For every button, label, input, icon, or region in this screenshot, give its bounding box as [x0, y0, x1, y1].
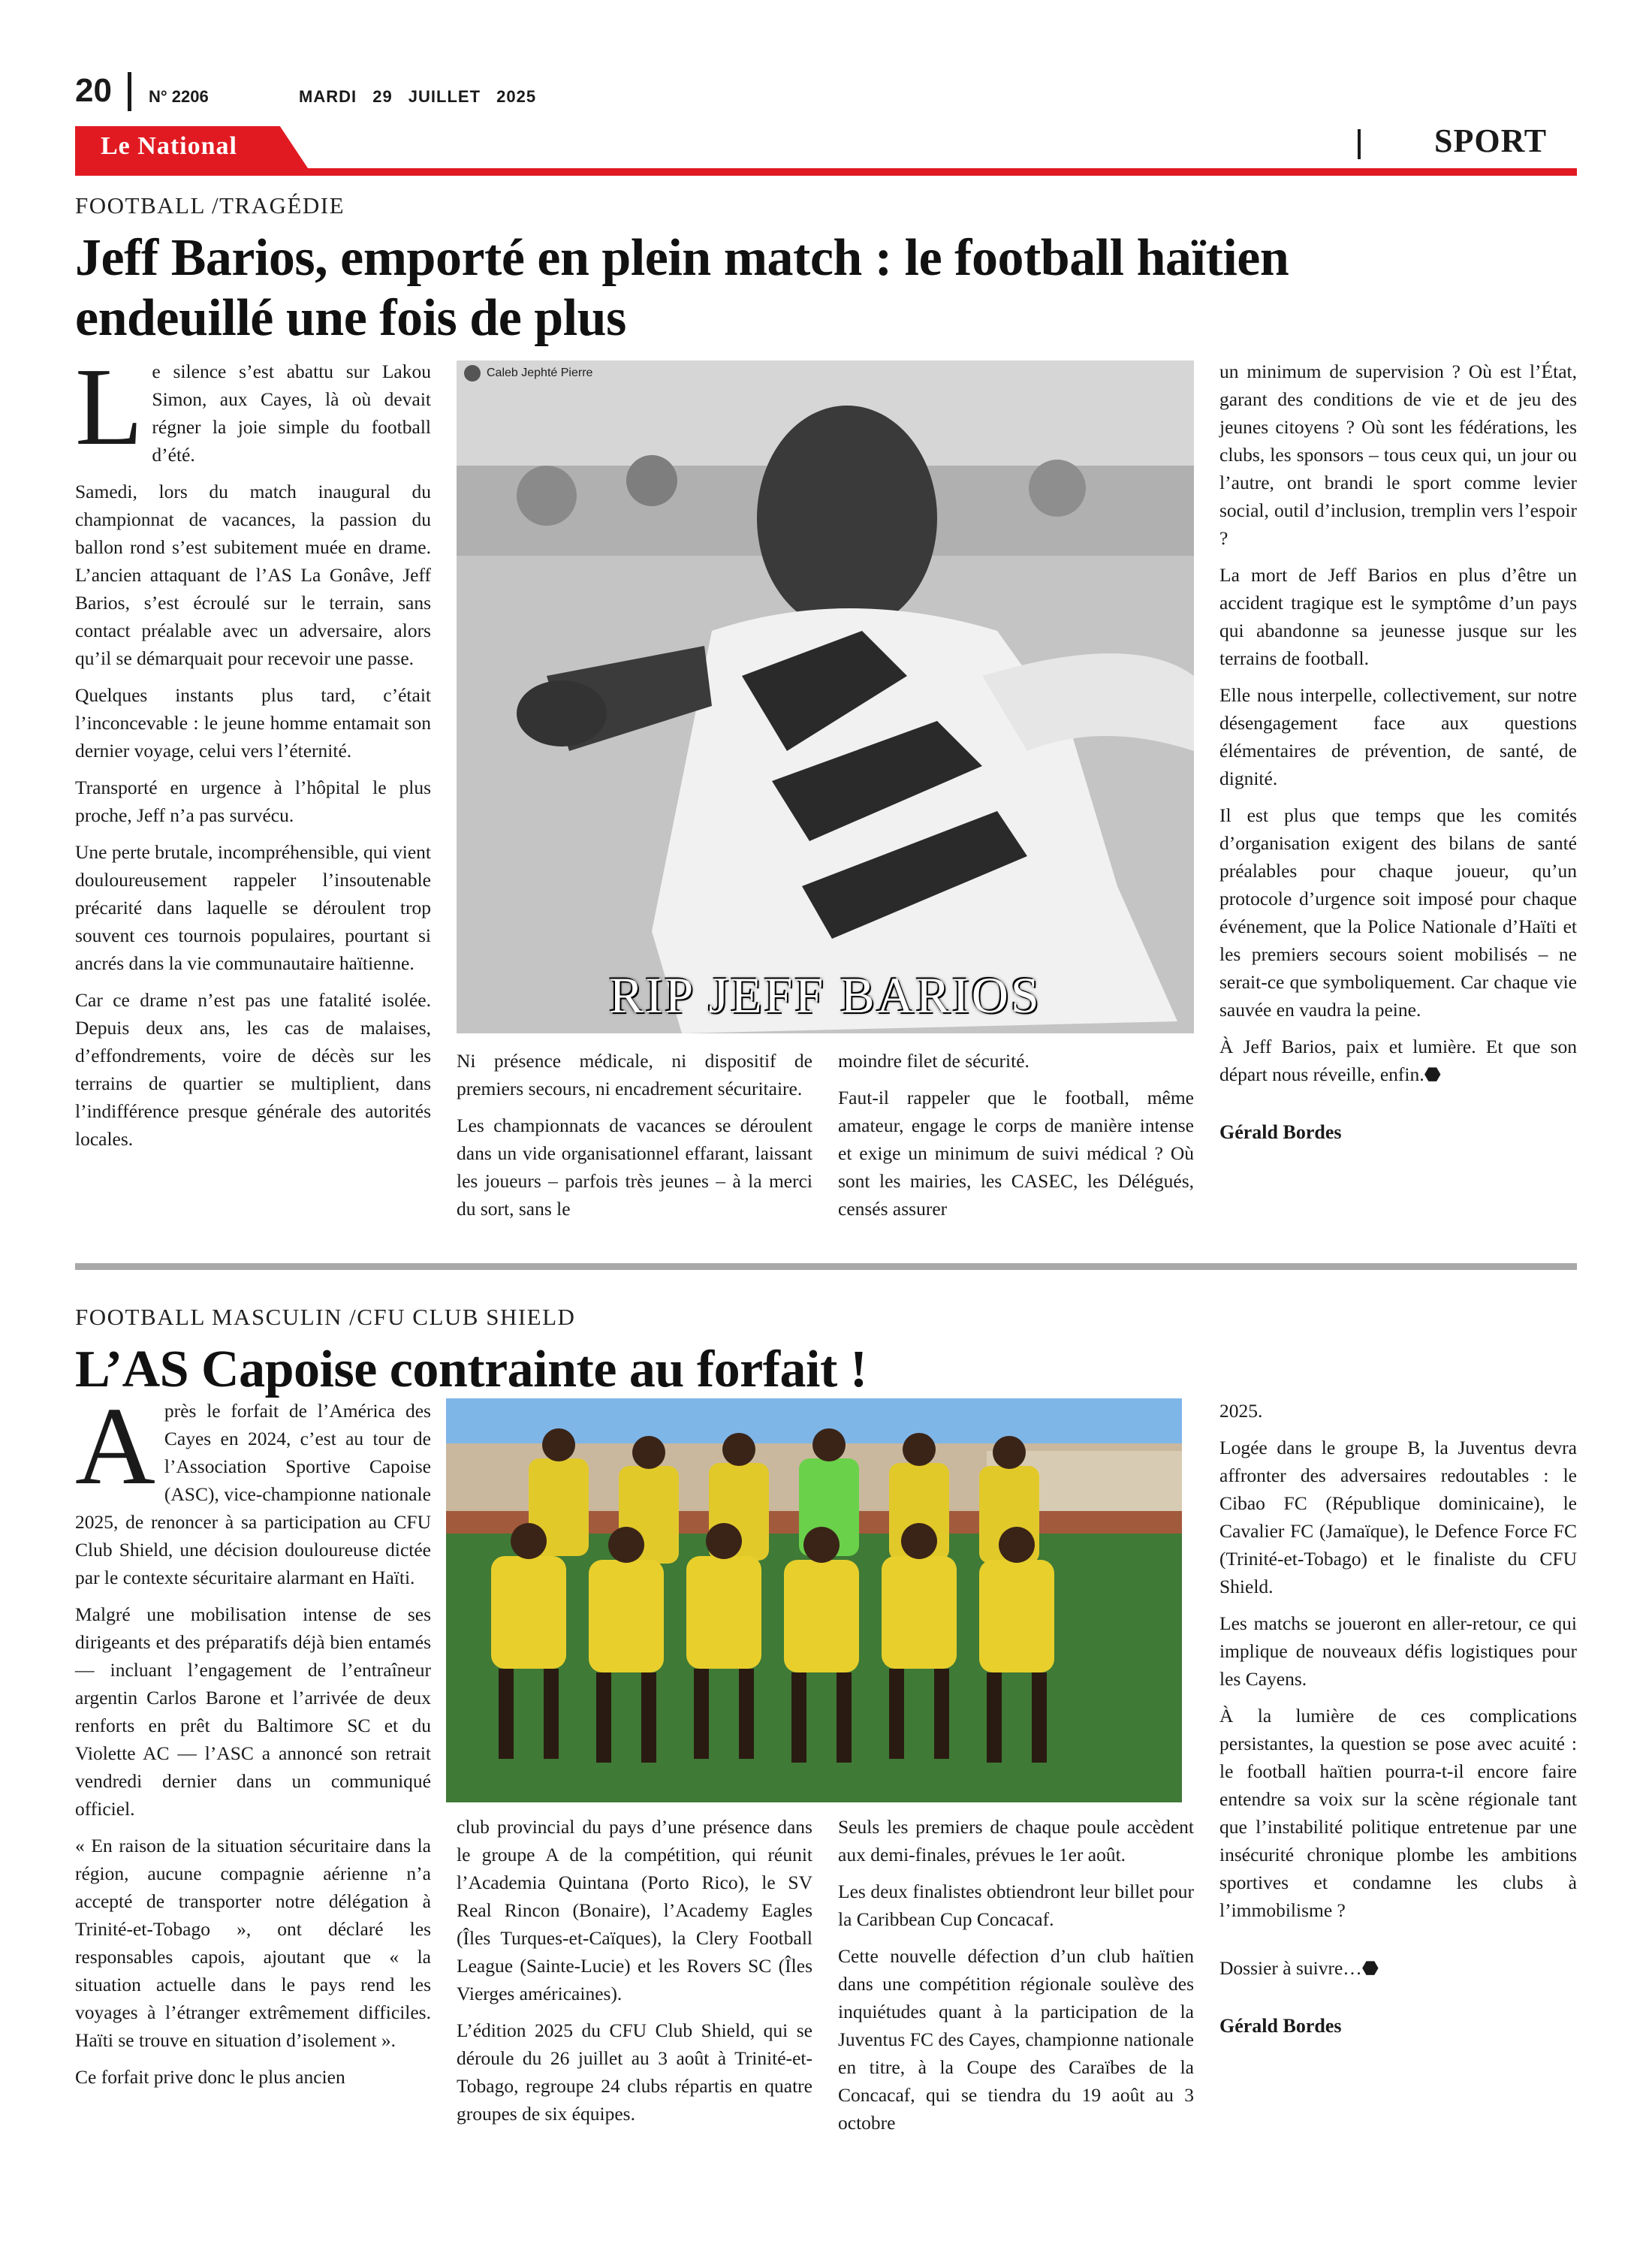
article2-paragraph: L’édition 2025 du CFU Club Shield, qui se déroule du 26 juillet au 3 août à Trinité-et-Tobago, regroupe 24 clubs répartis en quatre groupes de six équipes.: [457, 2019, 812, 2125]
article1-column-4: [1219, 357, 1577, 1155]
article2-column-1: [75, 1385, 431, 2100]
article2-drop-cap: A: [75, 1385, 155, 1508]
issue-date: MARDI 29 JUILLET 2025: [299, 87, 537, 106]
article1-drop-cap: L: [75, 345, 143, 469]
article1-paragraph: Car ce drame n’est pas une fatalité isolée. Depuis deux ans, les cas de malaises, d’effondrements, voire de décès sur les terrains de quartier se multiplient, dans l’indifférence presque générale des autorités locales.: [75, 989, 431, 1150]
photo-credit-name: Caleb Jephté Pierre: [487, 366, 593, 380]
article1-paragraph: Faut-il rappeler que le football, même amateur, engage le corps de manière intense et exige un minimum de suivi médical ? Où sont les mairies, les CASEC, les Délégués, censés assurer: [838, 1087, 1194, 1220]
article-divider: [75, 1263, 1577, 1270]
article1-paragraph: Quelques instants plus tard, c’était l’inconcevable : le jeune homme entamait son dernier voyage, celui vers l’éternité.: [75, 684, 431, 762]
article1-paragraph: un minimum de supervision ? Où est l’État, garant des conditions de vie et de jeu des jeunes citoyens ? Où sont les fédérations, les clubs, les sponsors – tous ceux qui, un jour ou l’autre, ont brandi le sport comme levier social, outil d’inclusion, tremplin vers l’espoir ?: [1219, 360, 1577, 549]
article2-paragraph: Ce forfait prive donc le plus ancien: [75, 2066, 345, 2088]
article1-column-2: [457, 1047, 812, 1232]
article2-team-photo: [446, 1398, 1182, 1802]
article1-paragraph: Une perte brutale, incompréhensible, qui vient douloureusement rappeler l’insoutenable précarité dans laquelle se déroulent trop souvent ces tournois populaires, pourtant si ancrés dans la vie communautaire haïtienne.: [75, 841, 431, 974]
article1-paragraph: La mort de Jeff Barios en plus d’être un accident tragique est le symptôme d’un pays qui abandonne sa jeunesse jusque sur les terrains de football.: [1219, 564, 1577, 669]
article2-paragraph: 2025.: [1219, 1400, 1263, 1422]
article1-paragraph: Transporté en urgence à l’hôpital le plus proche, Jeff n’a pas survécu.: [75, 777, 431, 826]
folio-divider: [128, 72, 131, 111]
article2-kicker: FOOTBALL MASCULIN /CFU CLUB SHIELD: [75, 1304, 576, 1330]
header-rule: [75, 168, 1577, 176]
article1-column-3: [838, 1047, 1194, 1232]
article1-paragraph: Elle nous interpelle, collectivement, sur notre désengagement face aux questions élémentaires de prévention, de santé, de dignité.: [1219, 684, 1577, 789]
article2-paragraph: Logée dans le groupe B, la Juventus devra affronter des adversaires redoutables : le Cibao FC (République dominicaine), le Cavalier FC (Jamaïque), le Defence Force FC (Trinité-et-Tobago) et le finaliste du CFU Shield.: [1219, 1437, 1577, 1597]
section-divider: [1358, 129, 1361, 159]
article2-paragraph: À la lumière de ces complications persistantes, la question se pose avec acuité : le football haïtien pourra-t-il encore faire entendre sa voix sur la scène régionale tant que l’instabilité politique entretenue par une insécurité chronique plombe les ambitions sportives et condamne les clubs à l’immobilisme ?: [1219, 1705, 1577, 1921]
article2-paragraph: club provincial du pays d’une présence dans le groupe A de la compétition, qui réunit l’Academia Quintana (Porto Rico), le SV Real Rincon (Bonaire), l’Academy Eagles (Îles Turques-et-Caïques), la Clery Football League (Sainte-Lucie) et les Rovers SC (Îles Vierges américaines).: [457, 1816, 812, 2004]
article2-paragraph: Les deux finalistes obtiendront leur billet pour la Caribbean Cup Concacaf.: [838, 1881, 1194, 1930]
article2-byline: Gérald Bordes: [1219, 2015, 1342, 2037]
article1-paragraph: Ni présence médicale, ni dispositif de premiers secours, ni encadrement sécuritaire.: [457, 1050, 812, 1099]
team-photo-image: [446, 1398, 1182, 1802]
article1-headline-line2: endeuillé une fois de plus: [75, 289, 626, 347]
end-mark-icon: ⬣: [1424, 1063, 1441, 1085]
article2-paragraph: Cette nouvelle défection d’un club haïtien dans une compétition régionale soulève des inquiétudes quant à la participation de la Juventus FC des Cayes, championne nationale en titre, à la Coupe des Caraïbes de la Concacaf, qui se tiendra du 19 août au 3 octobre: [838, 1945, 1194, 2134]
article1-headline-line1: Jeff Barios, emporté en plein match : le football haïtien: [75, 229, 1289, 287]
article2-column-2: [457, 1813, 812, 2137]
article1-paragraph: e silence s’est abattu sur Lakou Simon, aux Cayes, là où devait régner la joie simple du football d’été.: [152, 360, 431, 466]
article1-column-1: [75, 345, 431, 1162]
page-number: 20: [75, 72, 112, 109]
article1-paragraph: À Jeff Barios, paix et lumière. Et que son départ nous réveille, enfin.: [1219, 1036, 1577, 1085]
issue-number: N° 2206: [149, 87, 209, 106]
photo-caption-rip: RIP JEFF BARIOS: [609, 967, 1042, 1024]
article2-column-3: [838, 1813, 1194, 2146]
photo-credit: [464, 365, 592, 382]
article2-headline: L’AS Capoise contrainte au forfait !: [75, 1341, 867, 1398]
article1-headline: [75, 228, 1577, 348]
end-mark-icon: ⬣: [1361, 1957, 1379, 1979]
article1-paragraph: Les championnats de vacances se déroulent dans un vide organisationnel effarant, laissant les joueurs – parfois très jeunes – à la merci du sort, sans le: [457, 1114, 812, 1220]
article2-column-4: [1219, 1397, 1577, 2049]
article1-byline: Gérald Bordes: [1219, 1121, 1342, 1143]
article1-photo: [457, 360, 1194, 1033]
section-title: SPORT: [1434, 122, 1548, 159]
article2-paragraph: « En raison de la situation sécuritaire dans la région, aucune compagnie aérienne n’a accepté de transporter notre délégation à Trinité-et-Tobago », ont déclaré les responsables capois, ajoutant que « la situation actuelle dans le pays rend les voyages à l’étranger extrêmement difficiles. Haïti se trouve en situation d’isolement ».: [75, 1835, 431, 2051]
article1-paragraph: Il est plus que temps que les comités d’organisation exigent des bilans de santé préalables pour chaque joueur, qu’un protocole d’urgence soit imposé pour chaque événement, que la Police Nationale d’Haïti et les premiers secours soient mobilisés – ne serait-ce que symboliquement. Car chaque vie sauvée en vaudra la peine.: [1219, 804, 1577, 1021]
article2-paragraph: Seuls les premiers de chaque poule accèdent aux demi-finales, prévues le 1er août.: [838, 1816, 1194, 1865]
article2-paragraph: Les matchs se joueront en aller-retour, ce qui implique de nouveaux défis logistiques pour les Cayens.: [1219, 1612, 1577, 1690]
article1-paragraph: Samedi, lors du match inaugural du championnat de vacances, la passion du ballon rond s’est subitement muée en drame. L’ancien attaquant de l’AS La Gonâve, Jeff Barios, s’est écroulé sur le terrain, sans contact préalable avec un adversaire, alors qu’il se démarquait pour recevoir une passe.: [75, 481, 431, 669]
article1-paragraph: moindre filet de sécurité.: [838, 1050, 1029, 1072]
article2-paragraph: Dossier à suivre…: [1219, 1957, 1362, 1979]
photographer-avatar: [464, 365, 481, 382]
player-silhouette-image: [457, 360, 1194, 1033]
publication-name: Le National: [101, 132, 237, 160]
article2-paragraph: Malgré une mobilisation intense de ses dirigeants et des préparatifs déjà bien entamés — incluant l’engagement de l’entraîneur argentin Carlos Barone et l’arrivée de deux renforts en prêt du Baltimore SC et du Violette AC — l’ASC a annoncé son retrait vendredi dernier dans un communiqué officiel.: [75, 1603, 431, 1820]
article1-kicker: FOOTBALL /TRAGÉDIE: [75, 192, 345, 219]
article2-paragraph: près le forfait de l’América des Cayes en 2024, c’est au tour de l’Association Sportive Capoise (ASC), vice-championne nationale 2025, de renoncer à sa participation au CFU Club Shield, une décision douloureuse dictée par le contexte sécuritaire alarmant en Haïti.: [75, 1400, 431, 1588]
